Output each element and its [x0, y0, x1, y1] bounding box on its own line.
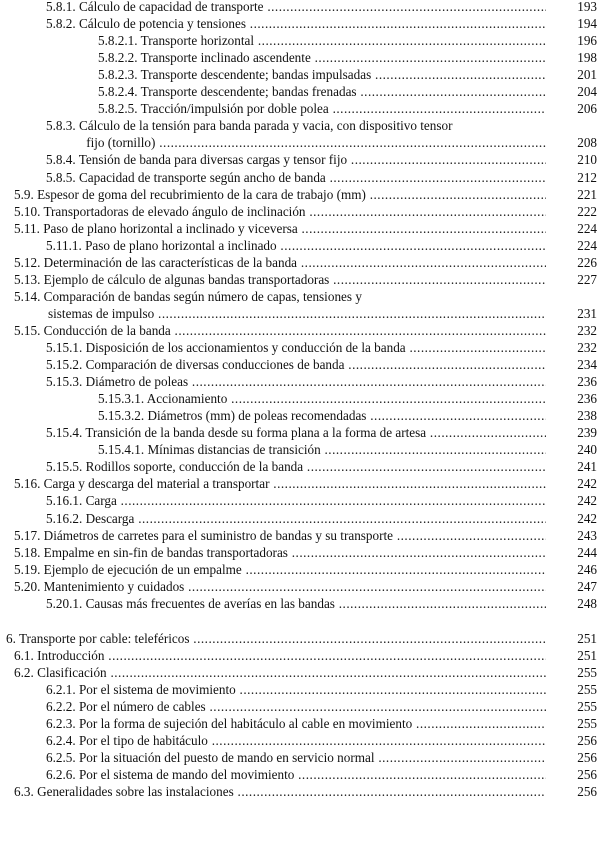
toc-entry-page: 244 — [546, 544, 597, 561]
toc-entry-text — [46, 117, 594, 134]
toc-entry-text — [14, 647, 546, 664]
toc-entry-title: Accionamiento — [146, 391, 228, 407]
toc-entry-page: 255 — [546, 681, 597, 698]
toc-entry — [0, 15, 600, 32]
toc-entry — [0, 254, 600, 271]
toc-entry-title: Causas más frecuentes de averías en las bandas — [85, 595, 335, 611]
toc-entry-title: Descarga — [85, 510, 135, 526]
toc-entry-number: 6.2.3. — [46, 716, 76, 732]
toc-entry-title: Tensión de banda para diversas cargas y tensor fijo — [78, 152, 348, 168]
toc-entry-title: Cálculo de capacidad de transporte — [78, 0, 264, 14]
toc-entry-page: 240 — [546, 441, 597, 458]
toc-entry-number: 5.10. — [14, 203, 41, 219]
toc-entry-number: 5.8.2.3. — [98, 67, 138, 83]
toc-entry — [0, 390, 600, 407]
toc-entry-text — [14, 271, 546, 288]
toc-entry-title: Carga — [85, 493, 117, 509]
toc-entry-number: 5.11. — [14, 220, 40, 236]
toc-entry-title: Capacidad de transporte según ancho de banda — [78, 169, 326, 185]
toc-entry-number: 5.8.2.5. — [98, 101, 138, 117]
toc-entry-number: 6.2.2. — [46, 699, 76, 714]
toc-entry — [0, 766, 600, 783]
toc-entry-number: 5.14. — [14, 288, 41, 304]
toc-entry — [0, 407, 600, 424]
toc-entry-number: 5.8.2.4. — [98, 84, 138, 100]
toc-entry-title: Introducción — [37, 647, 105, 663]
toc-entry-page: 198 — [546, 49, 597, 66]
toc-entry — [0, 510, 600, 527]
toc-entry — [0, 100, 600, 117]
toc-entry-title: Cálculo de potencia y tensiones — [78, 16, 246, 32]
toc-entry-text — [46, 492, 546, 509]
toc-entry-page: 248 — [546, 595, 597, 612]
toc-entry-text — [14, 254, 546, 271]
toc-entry-title: Por la forma de sujeción del habitáculo al cable en movimiento — [78, 716, 413, 732]
toc-entry-title: Mínimas distancias de transición — [147, 442, 321, 458]
toc-entry-page: 231 — [546, 305, 597, 322]
toc-entry-text — [14, 475, 546, 492]
toc-entry-number: 5.15.1. — [46, 340, 83, 355]
toc-entry-title: Transportadoras de elevado ángulo de inclinación — [43, 203, 306, 219]
toc-entry-text — [14, 527, 546, 544]
toc-entry — [0, 475, 600, 492]
toc-entry-text — [98, 390, 546, 407]
toc-entry-page: 206 — [546, 100, 597, 117]
toc-entry-title: Por el número de cables — [78, 699, 206, 714]
toc-entry-number: 6.2.4. — [46, 733, 76, 749]
toc-entry-page: 247 — [546, 578, 597, 595]
toc-entry-page: 238 — [546, 407, 597, 424]
toc-entry — [0, 630, 600, 647]
toc-entry-text — [98, 441, 546, 458]
toc-entry-number: 6.2. — [14, 664, 34, 680]
toc-entry — [0, 356, 600, 373]
toc-entry — [0, 373, 600, 390]
toc-entry-text — [46, 339, 546, 356]
toc-entry-page: 208 — [546, 134, 597, 151]
toc-entry-number: 5.17. — [14, 527, 41, 543]
toc-entry — [0, 271, 600, 288]
toc-entry-title: Paso de plano horizontal a inclinado y viceversa — [43, 220, 298, 236]
toc-entry-text — [98, 66, 546, 83]
toc-entry-page: 224 — [546, 220, 597, 237]
toc-entry-page: 210 — [546, 151, 597, 168]
toc-entry-title: Espesor de goma del recubrimiento de la cara de trabajo (mm) — [37, 186, 366, 202]
toc-entry-number: 6.2.6. — [46, 767, 76, 783]
toc-entry-number: 5.20. — [14, 578, 41, 594]
toc-entry-title: Transporte horizontal — [140, 33, 255, 49]
toc-entry — [0, 749, 600, 766]
toc-entry-text — [46, 749, 546, 766]
toc-entry — [0, 424, 600, 441]
toc-entry-number: 5.19. — [14, 561, 41, 577]
toc-entry-title: Carga y descarga del material a transportar — [43, 476, 270, 492]
toc-entry-text — [46, 151, 546, 168]
toc-entry-text — [98, 32, 546, 49]
toc-entry-title: Transporte inclinado ascendente — [140, 50, 311, 66]
toc-entry-text — [46, 595, 546, 612]
toc-entry-title: Diámetros de carretes para el suministro de bandas y su transporte — [43, 527, 394, 543]
toc-entry — [0, 134, 600, 151]
toc-entry-page: 251 — [546, 630, 597, 647]
toc-entry — [0, 492, 600, 509]
toc-entry — [0, 339, 600, 356]
toc-entry-page: 255 — [546, 698, 597, 715]
toc-entry-text — [6, 630, 546, 647]
toc-entry-text — [46, 237, 546, 254]
toc-entry-title: Por la situación del puesto de mando en servicio normal — [78, 750, 375, 766]
toc-entry-page: 256 — [546, 749, 597, 766]
toc-entry-page: 201 — [546, 66, 597, 83]
toc-entry-text — [14, 305, 546, 322]
toc-entry-page: 212 — [546, 169, 597, 186]
toc-entry-title-continuation: sistemas de impulso — [48, 305, 155, 321]
toc-entry-text — [98, 49, 546, 66]
toc-entry-page: 222 — [546, 203, 597, 220]
toc-entry-page: 227 — [546, 271, 597, 288]
toc-entry-text — [46, 766, 546, 783]
toc-entry-text — [46, 510, 546, 527]
toc-entry-text — [98, 407, 546, 424]
toc-entry-page: 251 — [546, 647, 597, 664]
toc-entry-number: 5.15.5. — [46, 459, 83, 475]
toc-entry — [0, 595, 600, 612]
toc-entry-number: 5.15. — [14, 322, 41, 338]
toc-entry-title: Por el sistema de movimiento — [78, 681, 236, 697]
toc-entry-page: 236 — [546, 373, 597, 390]
toc-entry-number: 5.15.4. — [46, 425, 83, 441]
toc-entry-title: Mantenimiento y cuidados — [43, 578, 185, 594]
toc-entry-text — [98, 100, 546, 117]
toc-entry-title: Empalme en sin-fin de bandas transportadoras — [43, 544, 288, 560]
toc-entry-text — [46, 373, 546, 390]
toc-entry — [0, 698, 600, 715]
toc-entry-page: 256 — [546, 732, 597, 749]
toc-entry — [0, 151, 600, 168]
toc-entry-title: Tracción/impulsión por doble polea — [140, 101, 329, 117]
toc-entry-number: 5.8.2.2. — [98, 50, 138, 66]
toc-entry-text — [46, 732, 546, 749]
toc-entry-text — [46, 134, 546, 151]
toc-entry-text — [46, 698, 546, 715]
toc-entry-text — [14, 220, 546, 237]
toc-entry — [0, 715, 600, 732]
toc-entry-title: Clasificación — [37, 664, 107, 680]
toc-entry-title: Diámetro de poleas — [85, 374, 189, 390]
toc-entry — [0, 83, 600, 100]
toc-entry-text — [98, 83, 546, 100]
toc-entry-title-continuation: fijo (tornillo) — [86, 135, 156, 151]
toc-entry — [0, 49, 600, 66]
toc-entry-number: 5.20.1. — [46, 595, 83, 611]
toc-entry-number: 6.3. — [14, 784, 34, 800]
toc-entry-text — [14, 322, 546, 339]
toc-entry-number: 5.11.1. — [46, 237, 82, 253]
toc-entry-text — [46, 0, 546, 15]
toc-entry-title: Transporte descendente; bandas frenadas — [140, 84, 357, 100]
toc-entry-number: 5.8.3. — [46, 118, 76, 134]
toc-entry — [0, 681, 600, 698]
toc-entry — [0, 203, 600, 220]
toc-entry-number: 5.15.3.2. — [98, 408, 145, 424]
toc-entry-title: Por el tipo de habitáculo — [78, 733, 208, 749]
toc-entry-page: 255 — [546, 715, 597, 732]
toc-entry — [0, 527, 600, 544]
toc-entry-number: 5.8.2.1. — [98, 33, 138, 49]
toc-entry-text — [46, 458, 546, 475]
toc-entry — [0, 305, 600, 322]
toc-entry-number: 5.8.5. — [46, 169, 76, 185]
toc-entry-number: 5.12. — [14, 254, 41, 270]
toc-entry-title: Transición de la banda desde su forma plana a la forma de artesa — [85, 425, 427, 441]
toc-entry-page: 243 — [546, 527, 597, 544]
toc-entry-text — [14, 203, 546, 220]
toc-entry-title: Por el sistema de mando del movimiento — [78, 767, 295, 783]
toc-entry-title: Transporte descendente; bandas impulsadas — [140, 67, 372, 83]
toc-entry-number: 5.16.2. — [46, 510, 83, 526]
toc-entry-page: 193 — [546, 0, 597, 15]
toc-entry-title: Paso de plano horizontal a inclinado — [85, 237, 277, 253]
toc-entry — [0, 561, 600, 578]
toc-entry — [0, 441, 600, 458]
toc-entry-page: 232 — [546, 322, 597, 339]
toc-entry-page: 221 — [546, 186, 597, 203]
toc-entry-text — [14, 561, 546, 578]
toc-entry-number: 5.15.2. — [46, 357, 83, 373]
toc-entry-text — [14, 578, 546, 595]
toc-entry-number: 6.1. — [14, 647, 34, 663]
toc-entry-title: Conducción de la banda — [43, 322, 171, 338]
toc-entry — [0, 169, 600, 186]
toc-entry-title: Comparación de diversas conducciones de banda — [85, 357, 345, 373]
toc-entry-page: 255 — [546, 664, 597, 681]
toc-entry-page: 232 — [546, 339, 597, 356]
toc-entry-text — [46, 169, 546, 186]
toc-entry — [0, 117, 600, 134]
toc-entry-text — [46, 15, 546, 32]
toc-entry-number: 5.13. — [14, 271, 41, 287]
toc-entry-title: Comparación de bandas según número de capas, tensiones y — [43, 288, 362, 304]
toc-entry — [0, 544, 600, 561]
toc-entry-number: 5.15.4.1. — [98, 442, 145, 458]
toc-entry-number: 5.15.3. — [46, 374, 83, 390]
toc-entry-title: Determinación de las características de la banda — [43, 254, 298, 270]
toc-entry-page: 196 — [546, 32, 597, 49]
toc-entry-number: 5.16.1. — [46, 493, 83, 509]
toc-entry-page: 224 — [546, 237, 597, 254]
toc-entry — [0, 732, 600, 749]
toc-entry-page: 242 — [546, 492, 597, 509]
toc-entry-title: Generalidades sobre las instalaciones — [37, 784, 234, 800]
toc-entry — [0, 0, 600, 15]
toc-entry-number: 6. — [6, 630, 16, 646]
toc-entry-number: 5.8.4. — [46, 152, 76, 168]
toc-entry-title: Rodillos soporte, conducción de la banda — [85, 459, 304, 475]
toc-entry-page: 234 — [546, 356, 597, 373]
toc-entry — [0, 32, 600, 49]
toc-entry-title: Disposición de los accionamientos y conducción de la banda — [85, 340, 406, 355]
toc-entry-number: 5.8.1. — [46, 0, 76, 14]
toc-entry-number: 5.9. — [14, 186, 34, 202]
toc-entry-page: 242 — [546, 475, 597, 492]
toc-entry — [0, 322, 600, 339]
toc-entry-page: 239 — [546, 424, 597, 441]
toc-entry-page: 194 — [546, 15, 597, 32]
toc-entry — [0, 288, 600, 305]
toc-entry-page: 204 — [546, 83, 597, 100]
toc-entry-text — [14, 186, 546, 203]
toc-entry-title: Diámetros (mm) de poleas recomendadas — [147, 408, 367, 424]
toc-entry-number: 5.16. — [14, 476, 41, 492]
toc-entry — [0, 664, 600, 681]
toc-entry — [0, 237, 600, 254]
toc-entry-page: 256 — [546, 783, 597, 800]
toc-entry-page: 242 — [546, 510, 597, 527]
toc-entry-text — [46, 681, 546, 698]
toc-entry — [0, 783, 600, 800]
toc-entry-page: 241 — [546, 458, 597, 475]
toc-entry-page: 256 — [546, 766, 597, 783]
toc-entry-text — [46, 424, 546, 441]
toc-entry-title: Transporte por cable: teleféricos — [18, 630, 190, 646]
toc-entry-text — [14, 288, 594, 305]
toc-entry-text — [14, 544, 546, 561]
toc-entry — [0, 186, 600, 203]
toc-entry-number: 6.2.5. — [46, 750, 76, 766]
toc-entry — [0, 66, 600, 83]
toc-entry-title: Ejemplo de cálculo de algunas bandas transportadoras — [43, 271, 330, 287]
toc-entry-title: Ejemplo de ejecución de un empalme — [43, 561, 242, 577]
toc-entry-text — [46, 715, 546, 732]
toc-entry-title: Cálculo de la tensión para banda parada y vacia, con dispositivo tensor — [78, 118, 453, 134]
toc-entry-text — [14, 783, 546, 800]
toc-entry-text — [14, 664, 546, 681]
toc-entry-text — [46, 356, 546, 373]
toc-entry — [0, 220, 600, 237]
toc-entry-page: 246 — [546, 561, 597, 578]
toc-entry-page: 236 — [546, 390, 597, 407]
toc-entry-number: 5.15.3.1. — [98, 391, 145, 407]
toc-entry-number: 5.8.2. — [46, 16, 76, 32]
toc-entry — [0, 458, 600, 475]
toc-entry-number: 5.18. — [14, 544, 41, 560]
toc-entry — [0, 578, 600, 595]
toc-entry — [0, 647, 600, 664]
toc-entry-page: 226 — [546, 254, 597, 271]
toc-entry-number: 6.2.1. — [46, 681, 76, 697]
